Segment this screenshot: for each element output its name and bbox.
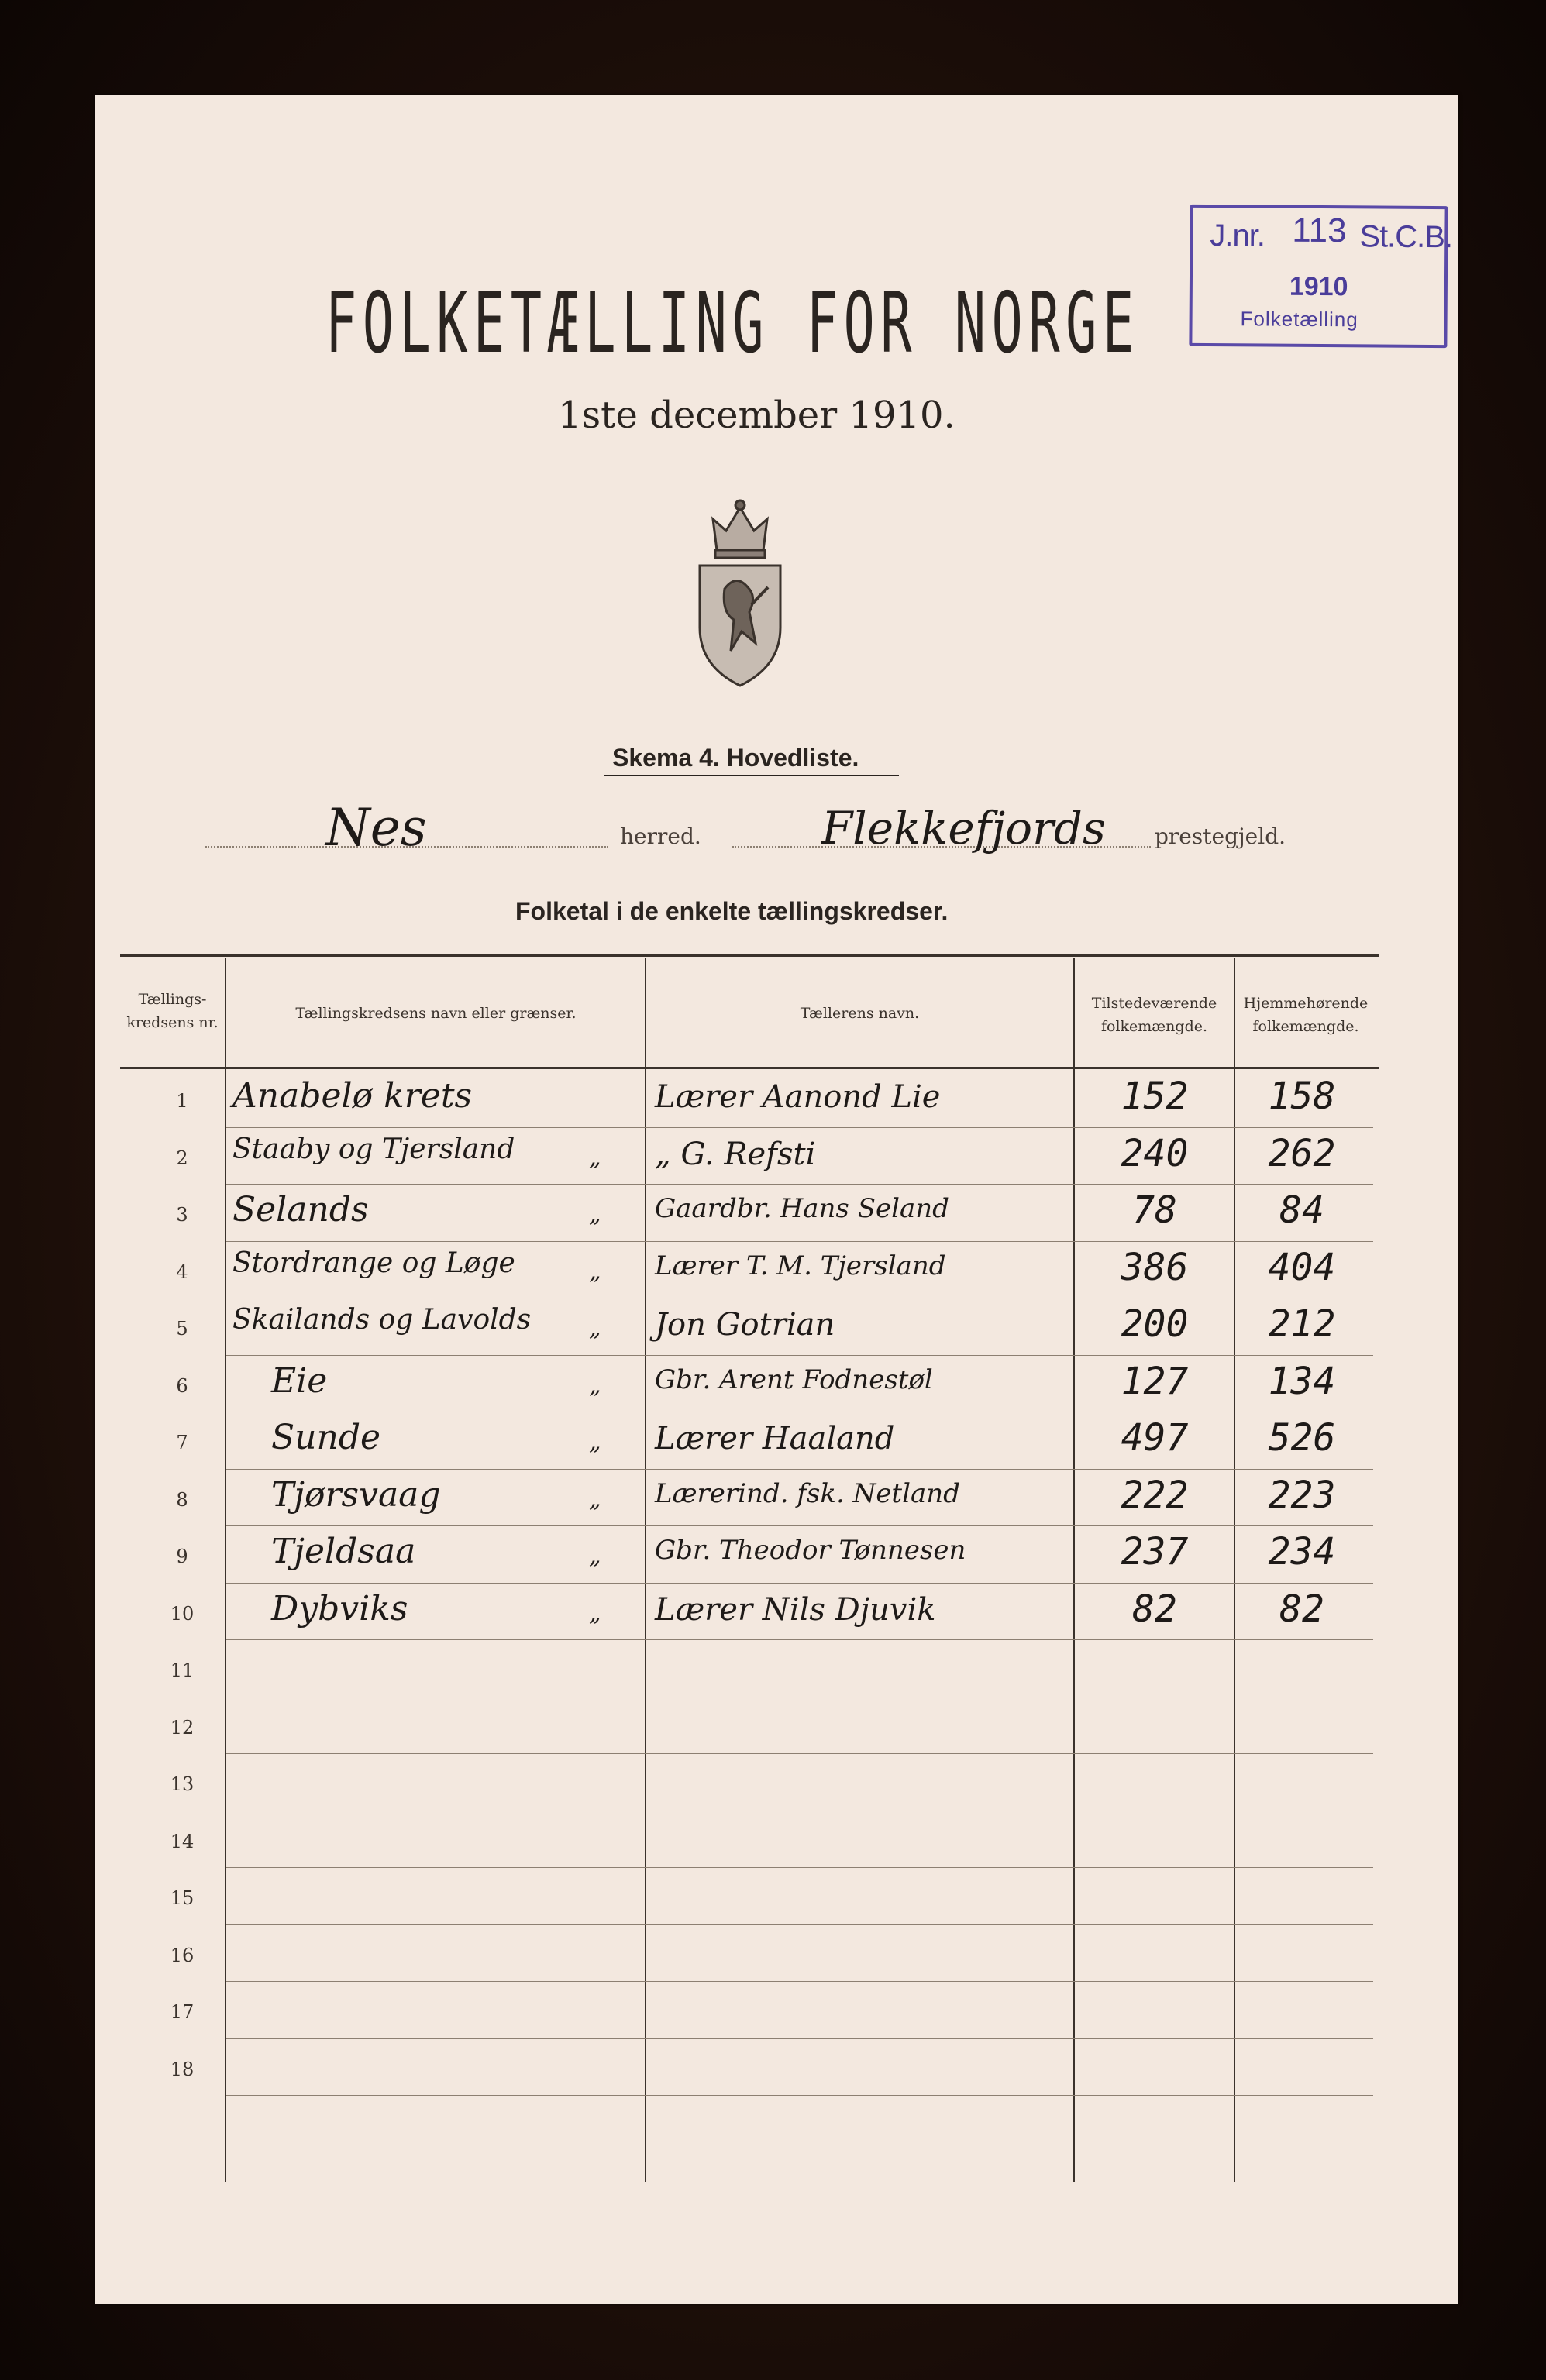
table-row-rule <box>226 1469 1373 1470</box>
hjemme-value: 262 <box>1268 1131 1336 1175</box>
ditto-mark: „ <box>589 1144 601 1171</box>
row-number: 6 <box>176 1374 188 1397</box>
hjemme-value: 526 <box>1268 1416 1336 1460</box>
stamp-suffix: St.C.B. <box>1359 219 1453 255</box>
row-number: 8 <box>176 1488 188 1511</box>
taeller-name: Lærer T. M. Tjersland <box>655 1250 946 1281</box>
taeller-name: Gaardbr. Hans Seland <box>655 1193 949 1224</box>
row-number: 17 <box>170 2001 195 2023</box>
hjemme-value: 404 <box>1268 1245 1336 1289</box>
row-number: 16 <box>170 1944 195 1966</box>
row-number: 13 <box>170 1773 195 1795</box>
header-tilstede: Tilstedeværende folkemængde. <box>1091 995 1217 1035</box>
header-navn: Tællingskredsens navn eller grænser. <box>295 1005 577 1022</box>
table-row-rule <box>226 1981 1373 1982</box>
ditto-mark: „ <box>589 1315 601 1342</box>
ditto-mark: „ <box>589 1429 601 1456</box>
tilstede-value: 386 <box>1121 1245 1189 1289</box>
row-number: 18 <box>170 2058 195 2080</box>
table-header-rule <box>120 1067 1379 1069</box>
table-row-rule <box>226 1924 1373 1925</box>
col-divider-1 <box>225 958 226 2182</box>
hjemme-value: 158 <box>1268 1075 1336 1118</box>
tilstede-value: 237 <box>1121 1530 1189 1573</box>
row-number: 10 <box>170 1602 195 1625</box>
table-row-rule <box>226 1184 1373 1185</box>
stamp-year: 1910 <box>1289 271 1348 302</box>
row-number: 5 <box>176 1318 188 1340</box>
tilstede-value: 497 <box>1121 1416 1189 1460</box>
row-number: 4 <box>176 1261 188 1283</box>
table-row-rule <box>226 1639 1373 1640</box>
header-hjemme: Hjemmehørende folkemængde. <box>1243 995 1369 1035</box>
page-title: FOLKETÆLLING FOR NORGE <box>325 275 1140 372</box>
table-row-rule <box>226 1525 1373 1526</box>
hjemme-value: 82 <box>1279 1587 1324 1631</box>
hjemme-value: 234 <box>1268 1530 1336 1573</box>
row-number: 2 <box>176 1147 188 1169</box>
taeller-name: „ G. Refsti <box>655 1136 816 1172</box>
header-taeller: Tællerens navn. <box>800 1005 920 1022</box>
tilstede-value: 127 <box>1121 1359 1189 1403</box>
section-title: Folketal i de enkelte tællingskredser. <box>515 897 949 925</box>
taeller-name: Gbr. Theodor Tønnesen <box>655 1535 966 1566</box>
herred-label: herred. <box>620 824 701 849</box>
stamp-label: Folketælling <box>1240 307 1358 332</box>
table-row-rule <box>226 2095 1373 2096</box>
hjemme-value: 84 <box>1279 1188 1324 1232</box>
stamp-number: 113 <box>1292 211 1347 250</box>
kreds-name: Skailands og Lavolds <box>232 1304 532 1336</box>
stamp-prefix: J.nr. <box>1210 218 1265 253</box>
ditto-mark: „ <box>589 1201 601 1228</box>
prestegjeld-value: Flekkefjords <box>821 802 1106 855</box>
tilstede-value: 240 <box>1121 1131 1189 1175</box>
table-row-rule <box>226 1127 1373 1128</box>
row-number: 11 <box>170 1659 195 1681</box>
kreds-name: Tjeldsaa <box>271 1532 416 1571</box>
schema-label: Skema 4. Hovedliste. <box>612 744 859 772</box>
tilstede-value: 78 <box>1132 1188 1177 1232</box>
row-number: 15 <box>170 1887 195 1909</box>
archive-stamp <box>1189 205 1453 348</box>
tilstede-value: 200 <box>1121 1302 1189 1346</box>
page-subtitle: 1ste december 1910. <box>558 394 955 437</box>
table-row-rule <box>226 1241 1373 1242</box>
tilstede-value: 82 <box>1132 1587 1177 1631</box>
ditto-mark: „ <box>589 1485 601 1513</box>
table-row-rule <box>226 2038 1373 2039</box>
taeller-name: Lærer Haaland <box>655 1421 895 1457</box>
table-row-rule <box>226 1753 1373 1754</box>
schema-underline <box>604 775 899 776</box>
kreds-name: Anabelø krets <box>232 1076 473 1116</box>
taeller-name: Lærerind. fsk. Netland <box>655 1477 960 1509</box>
taeller-name: Lærer Aanond Lie <box>655 1079 941 1115</box>
hjemme-value: 134 <box>1268 1359 1336 1403</box>
row-number: 7 <box>176 1432 188 1453</box>
ditto-mark: „ <box>589 1371 601 1399</box>
prestegjeld-label: prestegjeld. <box>1155 824 1286 849</box>
kreds-name: Dybviks <box>271 1588 408 1629</box>
kreds-name: Selands <box>232 1190 369 1230</box>
header-nr: Tællings- kredsens nr. <box>126 991 219 1031</box>
ditto-mark: „ <box>589 1257 601 1285</box>
kreds-name: Tjørsvaag <box>271 1474 441 1515</box>
herred-value: Nes <box>325 798 427 858</box>
kreds-name: Sunde <box>271 1418 381 1457</box>
table-row-rule <box>226 1867 1373 1868</box>
hjemme-value: 223 <box>1268 1473 1336 1517</box>
hjemme-value: 212 <box>1268 1302 1336 1346</box>
row-number: 9 <box>176 1546 188 1567</box>
table-row-rule <box>226 1583 1373 1584</box>
norwegian-coat-of-arms-icon <box>694 496 787 690</box>
table-row-rule <box>226 1355 1373 1356</box>
kreds-name: Staaby og Tjersland <box>232 1133 515 1165</box>
ditto-mark: „ <box>589 1599 601 1627</box>
taeller-name: Lærer Nils Djuvik <box>655 1591 936 1628</box>
taeller-name: Gbr. Arent Fodnestøl <box>655 1364 933 1395</box>
ditto-mark: „ <box>589 1543 601 1570</box>
tilstede-value: 222 <box>1121 1473 1189 1517</box>
col-divider-2 <box>645 958 646 2182</box>
col-divider-4 <box>1234 958 1235 2182</box>
kreds-name: Stordrange og Løge <box>232 1247 515 1279</box>
row-number: 1 <box>176 1090 188 1112</box>
row-number: 12 <box>170 1716 195 1739</box>
tilstede-value: 152 <box>1121 1075 1189 1118</box>
col-divider-3 <box>1073 958 1075 2182</box>
taeller-name: Jon Gotrian <box>655 1307 835 1343</box>
table-top-rule <box>120 954 1379 957</box>
row-number: 14 <box>170 1830 195 1852</box>
row-number: 3 <box>176 1204 188 1226</box>
kreds-name: Eie <box>271 1360 328 1401</box>
